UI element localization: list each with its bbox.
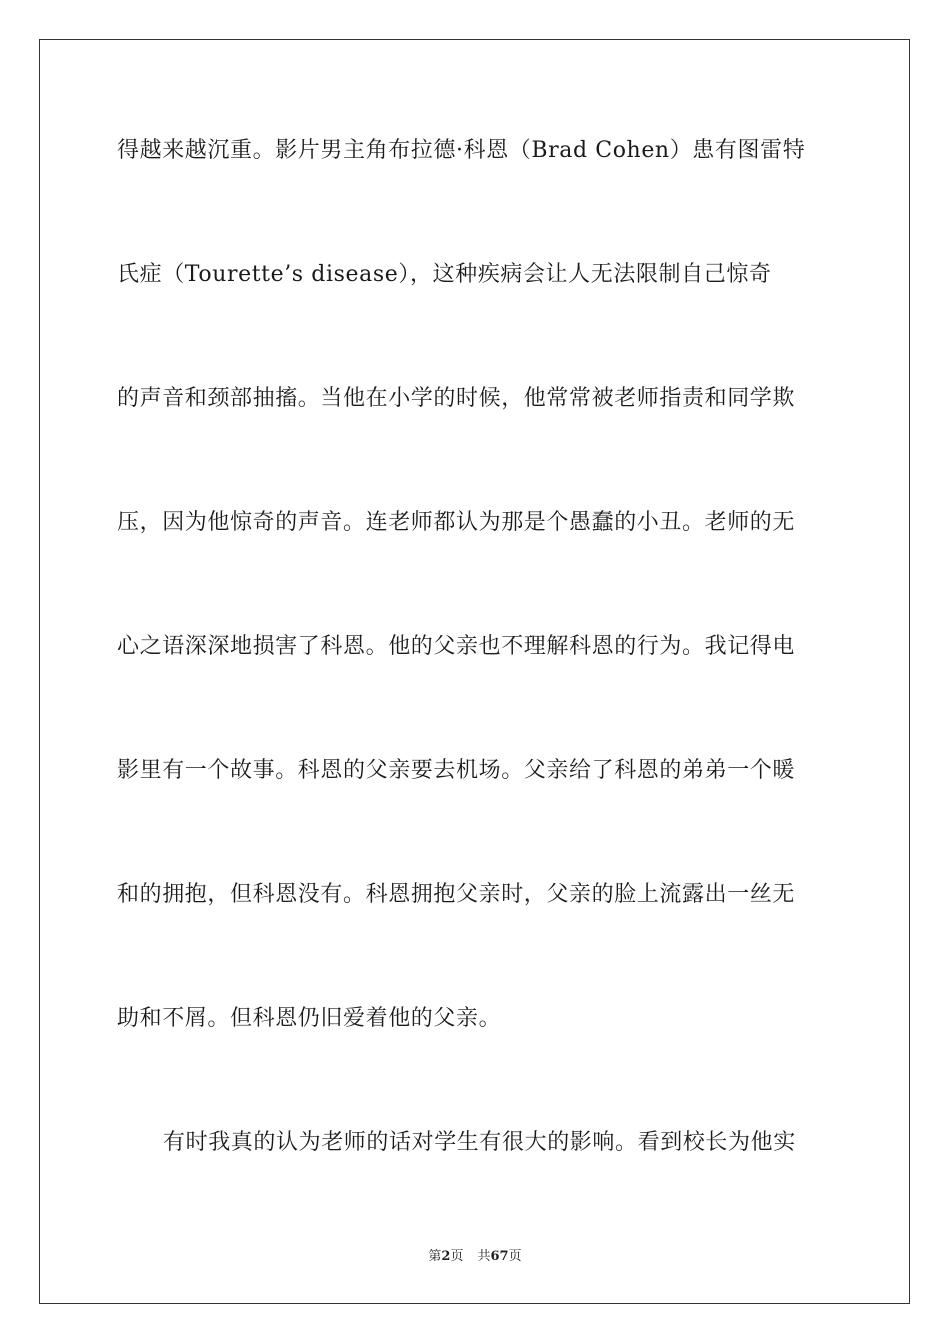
total-suffix: 页 <box>508 1249 522 1264</box>
paragraph-start-line: 有时我真的认为老师的话对学生有很大的影响。看到校长为他实 <box>163 1130 796 1155</box>
total-prefix: 共 <box>477 1249 491 1264</box>
page-footer <box>0 1248 950 1266</box>
page-suffix: 页 <box>450 1249 464 1264</box>
text-line-7: 和的拥抱，但科恩没有。科恩拥抱父亲时，父亲的脸上流露出一丝无 <box>117 882 796 907</box>
total-pages: 67 <box>490 1249 509 1264</box>
text-line-1: 得越来越沉重。影片男主角布拉德·科恩（Brad Cohen）患有图雷特 <box>117 138 806 163</box>
page-prefix: 第 <box>428 1249 442 1264</box>
text-line-8: 助和不屑。但科恩仍旧爱着他的父亲。 <box>117 1006 502 1031</box>
text-line-6: 影里有一个故事。科恩的父亲要去机场。父亲给了科恩的弟弟一个暖 <box>117 758 796 783</box>
page-border <box>39 39 910 1304</box>
text-line-2: 氏症（Tourette’s disease），这种疾病会让人无法限制自己惊奇 <box>117 262 772 287</box>
text-line-4: 压，因为他惊奇的声音。连老师都认为那是个愚蠢的小丑。老师的无 <box>117 510 796 535</box>
page-number: 2 <box>441 1249 451 1264</box>
text-line-3: 的声音和颈部抽搐。当他在小学的时候，他常常被老师指责和同学欺 <box>117 386 796 411</box>
text-line-5: 心之语深深地损害了科恩。他的父亲也不理解科恩的行为。我记得电 <box>117 634 796 659</box>
